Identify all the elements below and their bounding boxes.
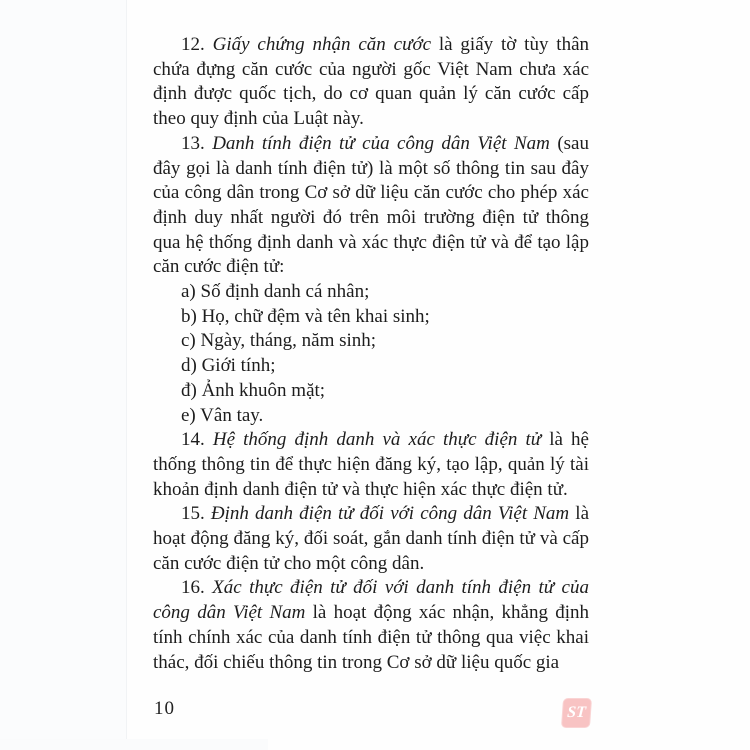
text-run: b) Họ, chữ đệm và tên khai sinh; — [181, 305, 430, 327]
page-bottom-edge-shadow — [0, 739, 268, 750]
list-item-dd — [153, 379, 589, 404]
list-item-e — [153, 404, 589, 429]
text-run: c) Ngày, tháng, năm sinh; — [181, 330, 377, 352]
page-left-edge-shadow — [0, 0, 127, 750]
defined-term-italic: Hệ thống định danh và xác thực điện tử — [212, 429, 542, 451]
text-run: 16. — [181, 577, 213, 599]
text-run: là giấy tờ tùy thân chứa đựng căn cước của người gốc Việt Nam chưa xác định được quốc tịch, do cơ quan quản lý căn cước cấp theo quy định của Luật này. — [153, 34, 590, 130]
text-run: là hoạt động đăng ký, đối soát, gắn danh tính điện tử và cấp căn cước điện tử cho một công dân. — [153, 503, 590, 574]
text-run: 12. — [181, 34, 213, 55]
list-item-d — [153, 354, 589, 379]
text-run: (sau đây gọi là danh tính điện tử) là một số thông tin sau đây của công dân trong Cơ sở dữ liệu căn cước cho phép xác định duy nhất người đó trên môi trường điện tử thông qua hệ thống định danh và xác thực điện tử và để tạo lập căn cước điện tử: — [153, 132, 589, 278]
page-text — [153, 33, 589, 675]
text-run: 13. — [181, 132, 213, 154]
page-number: 10 — [154, 698, 175, 719]
text-run: 14. — [181, 429, 213, 451]
text-run: d) Giới tính; — [181, 355, 276, 377]
defined-term-italic: Định danh điện tử đối với công dân Việt Nam — [210, 503, 570, 525]
st-watermark: ST — [561, 698, 592, 728]
para-15 — [153, 502, 589, 576]
para-14 — [153, 428, 589, 502]
defined-term-italic: Danh tính điện tử của công dân Việt Nam — [212, 132, 550, 154]
defined-term-italic: Giấy chứng nhận căn cước — [212, 34, 432, 55]
para-16 — [153, 576, 589, 675]
para-12 — [153, 33, 589, 132]
defined-term-italic: Xác thực điện tử đối với danh tính điện tử của công dân Việt Nam — [153, 577, 589, 624]
text-run: là hoạt động xác nhận, khẳng định tính chính xác của danh tính điện tử thông qua việc khai thác, đối chiếu thông tin trong Cơ sở dữ liệu quốc gia — [153, 602, 590, 673]
list-item-b — [153, 305, 589, 330]
text-run: a) Số định danh cá nhân; — [181, 281, 370, 303]
list-item-c — [153, 329, 589, 354]
list-item-a — [153, 280, 589, 305]
text-run: 15. — [181, 503, 211, 525]
text-run: đ) Ảnh khuôn mặt; — [181, 379, 326, 401]
text-run: e) Vân tay. — [181, 404, 264, 426]
text-run: là hệ thống thông tin để thực hiện đăng ký, tạo lập, quản lý tài khoản định danh điện tử và thực hiện xác thực điện tử. — [153, 429, 589, 500]
para-13 — [153, 132, 589, 280]
